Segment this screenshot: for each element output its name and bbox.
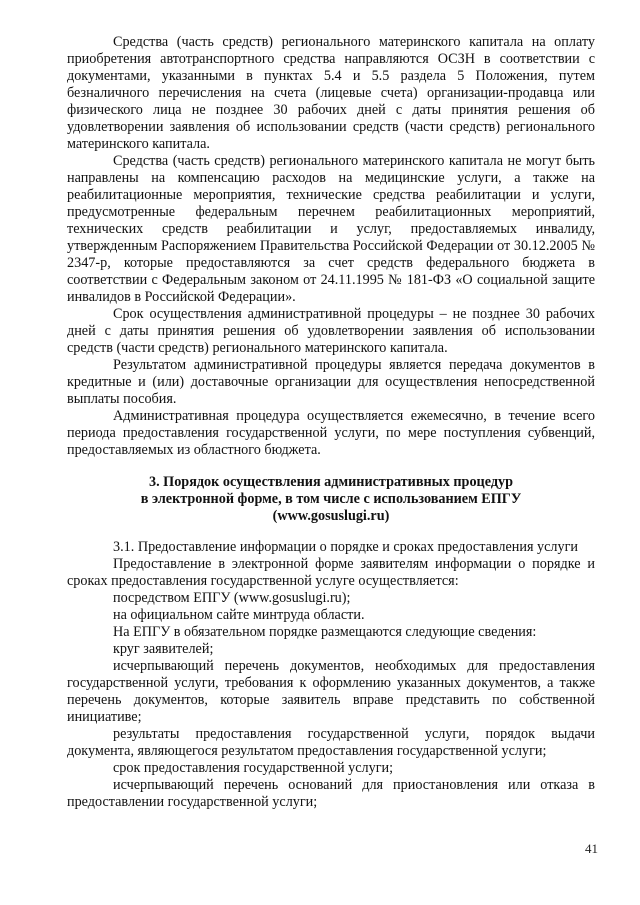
section-heading-line-2: в электронной форме, в том числе с использованием ЕПГУ [140, 491, 522, 507]
list-item-results: результаты предоставления государственной услуги, порядок выдачи документа, являющегося результатом предоставления государственной услуги; [67, 726, 595, 759]
list-item-documents: исчерпывающий перечень документов, необходимых для предоставления государственной услуги, требования к оформлению указанных документов, а также перечень документов, которые заявитель вправе представить по собственной инициативе; [67, 658, 595, 725]
paragraph-medical-exclusion: Средства (часть средств) регионального материнского капитала не могут быть направлены на компенсацию расходов на медицинские услуги, а также на реабилитационные мероприятия, технические средства реабилитации и услуги, предусмотренные федеральным перечнем реабилитационных мероприятий, технических средств реабилитации и услуг, предоставляемых инвалиду, утвержденным Распоряжением Правительства Российской Федерации от 30.12.2005 № 2347-р, которые предоставляются за счет средств федерального бюджета в соответствии с Федеральным законом от 24.11.1995 № 181-ФЗ «О социальной защите инвалидов в Российской Федерации». [67, 153, 595, 305]
page-body [67, 34, 595, 811]
paragraph-procedure-frequency: Административная процедура осуществляется ежемесячно, в течение всего периода предоставления государственной услуги, по мере поступления субвенций, предоставляемых из областного бюджета. [67, 408, 595, 458]
list-item-epgu: посредством ЕПГУ (www.gosuslugi.ru); [113, 590, 351, 606]
page-number: 41 [585, 841, 598, 856]
paragraph-procedure-result: Результатом административной процедуры является передача документов в кредитные и (или) доставочные организации для осуществления непосредственной выплаты пособия. [67, 357, 595, 407]
paragraph-epgu-info: На ЕПГУ в обязательном порядке размещаются следующие сведения: [113, 624, 537, 640]
section-heading-line-1: 3. Порядок осуществления административных процедур [148, 474, 513, 490]
list-item-grounds: исчерпывающий перечень оснований для приостановления или отказа в предоставлении государственной услуги; [67, 777, 595, 810]
list-item-applicants: круг заявителей; [113, 641, 214, 657]
paragraph-vehicle-payment: Средства (часть средств) регионального материнского капитала на оплату приобретения автотранспортного средства направляются ОСЗН в соответствии с документами, указанными в пунктах 5.4 и 5.5 раздела 5 Положения, путем безналичного перечисления на счета (лицевые счета) организации-продавца или физического лица не позднее 30 рабочих дней с даты принятия решения об удовлетворении заявления об использовании средств (части средств) регионального материнского капитала. [67, 34, 595, 152]
list-item-official-site: на официальном сайте минтруда области. [113, 607, 365, 623]
section-heading-line-3: (www.gosuslugi.ru) [272, 508, 390, 524]
paragraph-electronic-info: Предоставление в электронной форме заявителям информации о порядке и сроках предоставления государственной услуге осуществляется: [67, 556, 595, 589]
section-heading [67, 474, 595, 525]
subsection-3-1-title: 3.1. Предоставление информации о порядке и сроках предоставления услуги [113, 539, 579, 555]
list-item-term: срок предоставления государственной услуги; [113, 760, 394, 776]
paragraph-procedure-term: Срок осуществления административной процедуры – не позднее 30 рабочих дней с даты принятия решения об удовлетворении заявления об использовании средств (части средств) регионального материнского капитала. [67, 306, 595, 356]
